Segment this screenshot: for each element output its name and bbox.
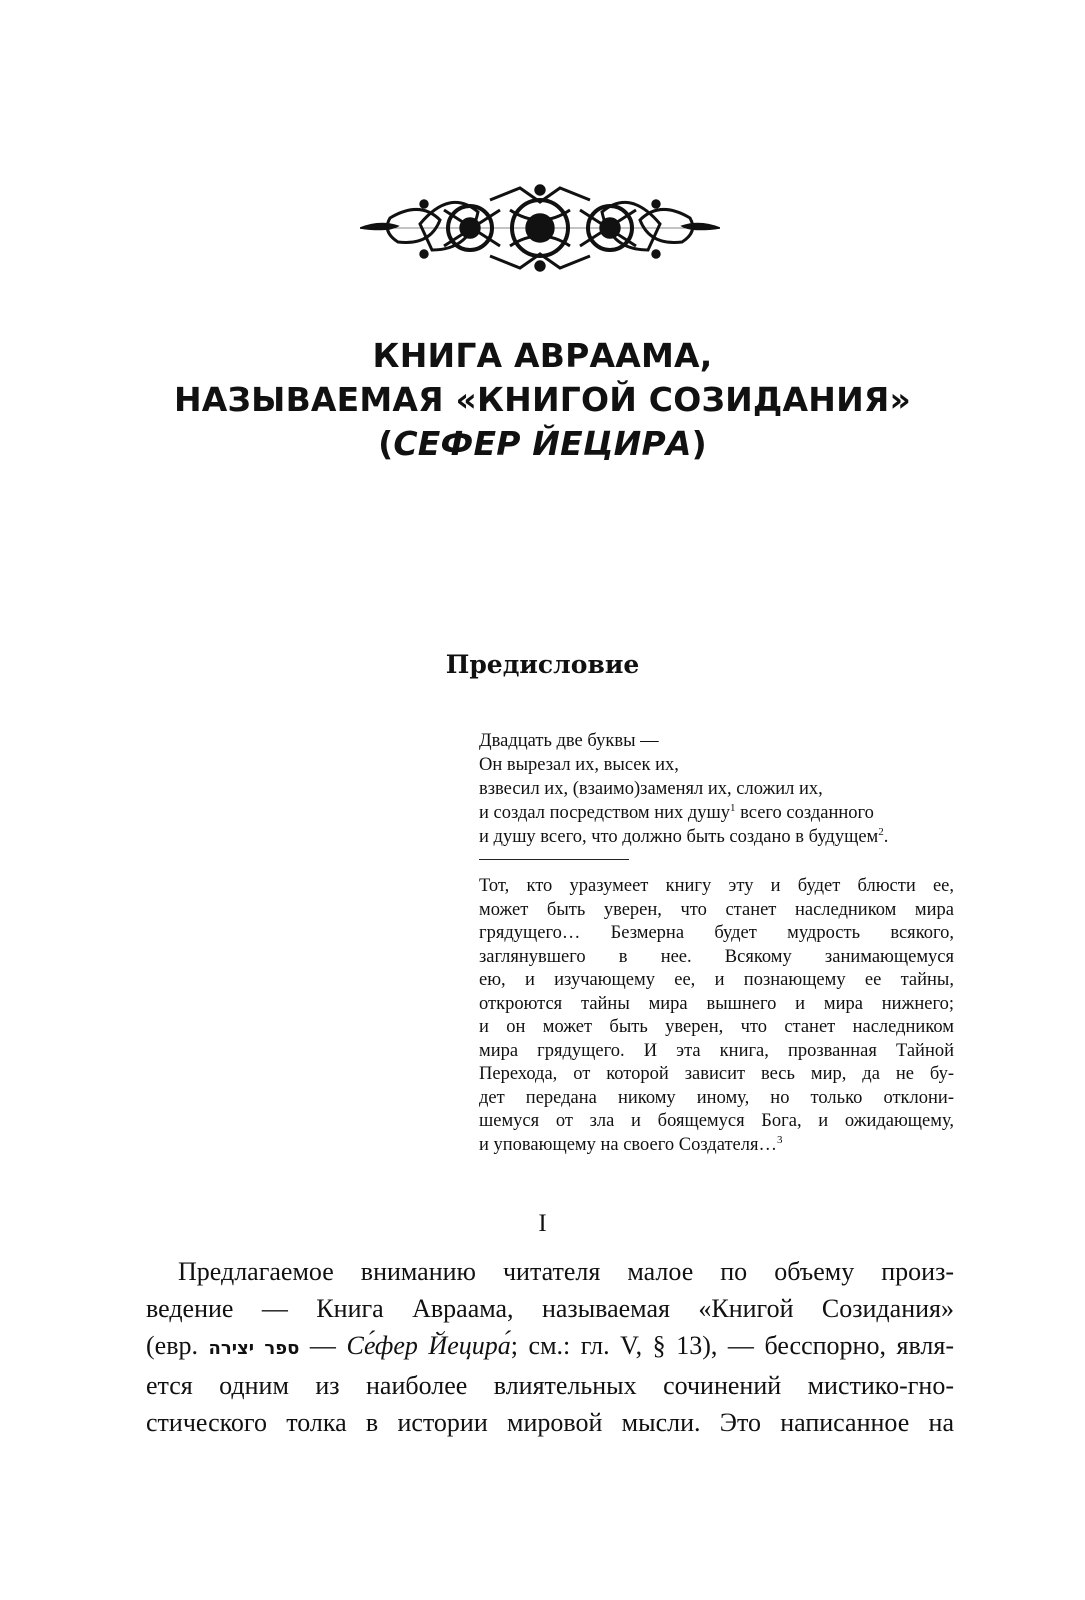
footnote-ref-3[interactable]: 3 bbox=[776, 1133, 783, 1146]
quote-line: и он может быть уверен, что станет наследником bbox=[479, 1017, 954, 1037]
body-text-span: ; см.: гл. V, § 13), — бесспорно, явля- bbox=[510, 1331, 955, 1360]
epigraph-text: и душу всего, что должно быть создано в будущем bbox=[479, 827, 879, 847]
decorative-headpiece-ornament bbox=[360, 180, 720, 272]
title-line-3 bbox=[0, 422, 1085, 466]
preface-heading: Предисловие bbox=[445, 650, 640, 679]
body-line: Предлагаемое вниманию читателя малое по объему произ- bbox=[178, 1257, 954, 1286]
epigraph-line bbox=[479, 825, 999, 849]
title-line-2: НАЗЫВАЕМАЯ «КНИГОЙ СОЗИДАНИЯ» bbox=[173, 380, 912, 419]
quote-line: мира грядущего. И эта книга, прозванная Тайной bbox=[479, 1040, 954, 1061]
italic-transliteration: Се́фер Йецира́ bbox=[346, 1331, 511, 1360]
section-number: I bbox=[538, 1210, 547, 1237]
epigraph-line: взвесил их, (взаимо)заменял их, сложил их, bbox=[479, 779, 823, 799]
quote-line: грядущего… Безмерна будет мудрость всякого, bbox=[479, 923, 954, 943]
quote-line bbox=[479, 1134, 954, 1158]
hebrew-title: ספר יצירה bbox=[208, 1338, 300, 1359]
body-line: ется одним из наиболее влиятельных сочинений мистико-гно- bbox=[146, 1371, 954, 1400]
epigraph-line: Он вырезал их, высек их, bbox=[479, 755, 679, 775]
quote-line: заглянувшего в нее. Всякому занимающемуся bbox=[479, 946, 954, 967]
book-title bbox=[0, 334, 1085, 466]
title-paren-open: ( bbox=[378, 424, 394, 463]
quote-line: откроются тайны мира вышнего и мира нижнего; bbox=[479, 993, 954, 1014]
body-line: ведение — Книга Авраама, называемая «Книгой Созидания» bbox=[146, 1294, 954, 1323]
quote-line: шемуся от зла и боящемуся Бога, и ожидающему, bbox=[479, 1111, 954, 1131]
epigraph bbox=[479, 729, 999, 849]
body-text-span: (евр. bbox=[146, 1331, 209, 1360]
preface-quote bbox=[479, 875, 954, 1157]
title-paren-close: ) bbox=[691, 424, 707, 463]
quote-line: Перехода, от которой зависит весь мир, да не бу- bbox=[479, 1064, 954, 1084]
footnote-ref-2[interactable]: 2 bbox=[878, 825, 884, 838]
body-text bbox=[146, 1253, 954, 1441]
quote-line: дет передана никому иному, но только отклони- bbox=[479, 1087, 954, 1108]
epigraph-text: всего созданного bbox=[735, 803, 874, 823]
epigraph-line bbox=[479, 801, 999, 825]
body-text-span: — bbox=[299, 1331, 347, 1360]
body-line bbox=[146, 1327, 954, 1367]
quote-text: и уповающему на своего Создателя… bbox=[479, 1134, 777, 1155]
quote-line: ею, и изучающему ее, и познающему ее тайны, bbox=[479, 970, 954, 990]
title-italic-subtitle: СЕФЕР ЙЕЦИРА bbox=[393, 424, 692, 463]
quote-line: Тот, кто уразумеет книгу эту и будет блюсти ее, bbox=[479, 876, 954, 896]
footnote-ref-1[interactable]: 1 bbox=[730, 801, 736, 814]
body-line: стического толка в истории мировой мысли. Это написанное на bbox=[146, 1408, 954, 1437]
epigraph-divider bbox=[479, 859, 629, 860]
epigraph-text: . bbox=[883, 827, 889, 847]
title-line-1: КНИГА АВРААМА, bbox=[372, 336, 713, 375]
epigraph-line: Двадцать две буквы — bbox=[479, 731, 659, 751]
epigraph-text: и создал посредством них душу bbox=[479, 803, 731, 823]
quote-line: может быть уверен, что станет наследником мира bbox=[479, 899, 954, 920]
